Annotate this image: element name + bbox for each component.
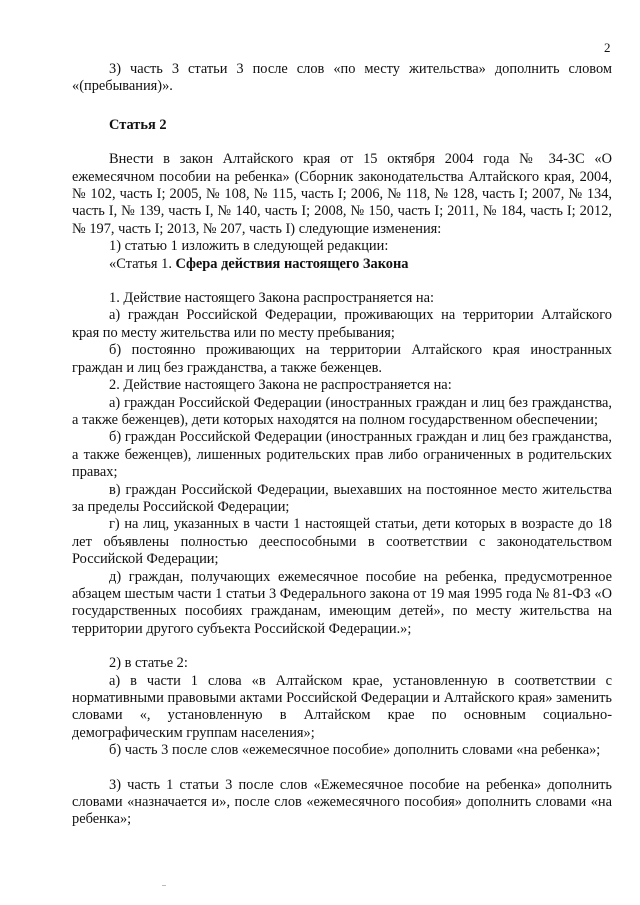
paragraph-part-2-a: а) граждан Российской Федерации (иностранных граждан и лиц без гражданства, а также беженцев), дети которых находятся на полном государственном обеспечении; xyxy=(72,394,612,428)
paragraph-amendment-3: 3) часть 3 статьи 3 после слов «по месту жительства» дополнить словом «(пребывания)». xyxy=(72,61,612,95)
paragraph-part-2-d: д) граждан, получающих ежемесячное пособие на ребенка, предусмотренное абзацем шестым части 1 статьи 3 Федерального закона от 19 мая 1995 года № 81-ФЗ «О государственных пособиях гражданам, имеющим детей», по месту жительства на территории другого субъекта Российской Федерации.»; xyxy=(72,568,612,637)
document-body xyxy=(72,61,612,829)
paragraph-intro: Внести в закон Алтайского края от 15 октября 2004 года № 34-ЗС «О ежемесячном пособии на ребенка» (Сборник законодательства Алтайского края, 2004, № 102, часть I; 2005, № 108, № 115, часть I; 2006, № 118, № 128, часть I; 2007, № 134, часть I, № 139, часть I, № 140, часть I; 2008, № 150, часть I; 2011, № 184, часть I; 2012, № 197, часть I; 2013, № 207, часть I) следующие изменения: xyxy=(72,151,612,237)
paragraph-part-1: 1. Действие настоящего Закона распространяется на: xyxy=(109,290,435,307)
paragraph-part-1-a: а) граждан Российской Федерации, проживающих на территории Алтайского края по месту жительства или по месту пребывания; xyxy=(72,307,612,341)
paragraph-item-1: 1) статью 1 изложить в следующей редакции: xyxy=(109,238,389,255)
scan-mark xyxy=(162,885,166,886)
article-1-prefix: «Статья 1. xyxy=(109,255,176,272)
paragraph-part-2-g: г) на лиц, указанных в части 1 настоящей статьи, дети которых в возрасте до 18 лет объявлены полностью дееспособными в соответствии с законодательством Российской Федерации; xyxy=(72,516,612,568)
paragraph-item-2: 2) в статье 2: xyxy=(109,655,188,672)
article-heading: Статья 2 xyxy=(109,116,167,133)
paragraph-item-3: 3) часть 1 статьи 3 после слов «Ежемесячное пособие на ребенка» дополнить словами «назначается и», после слов «ежемесячного пособия» дополнить словами «на ребенка»; xyxy=(72,776,612,828)
paragraph-article-1-title xyxy=(72,256,612,273)
paragraph-part-2-b: б) граждан Российской Федерации (иностранных граждан и лиц без гражданства, а также беженцев), лишенных родительских прав либо ограниченных в родительских правах; xyxy=(72,429,612,481)
article-1-title: Сфера действия настоящего Закона xyxy=(175,255,409,272)
paragraph-part-2-v: в) граждан Российской Федерации, выехавших на постоянное место жительства за пределы Российской Федерации; xyxy=(72,481,612,515)
paragraph-item-2-b: б) часть 3 после слов «ежемесячное пособие» дополнить словами «на ребенка»; xyxy=(109,742,601,759)
page-number: 2 xyxy=(604,40,611,55)
paragraph-part-1-b: б) постоянно проживающих на территории Алтайского края иностранных граждан и лиц без гражданства, а также беженцев. xyxy=(72,342,612,376)
paragraph-item-2-a: а) в части 1 слова «в Алтайском крае, установленную в соответствии с нормативными правовыми актами Российской Федерации и Алтайского края» заменить словами «, установленную в Алтайском крае по основным социально-демографическим группам населения»; xyxy=(72,672,612,741)
paragraph-part-2: 2. Действие настоящего Закона не распространяется на: xyxy=(109,377,452,394)
